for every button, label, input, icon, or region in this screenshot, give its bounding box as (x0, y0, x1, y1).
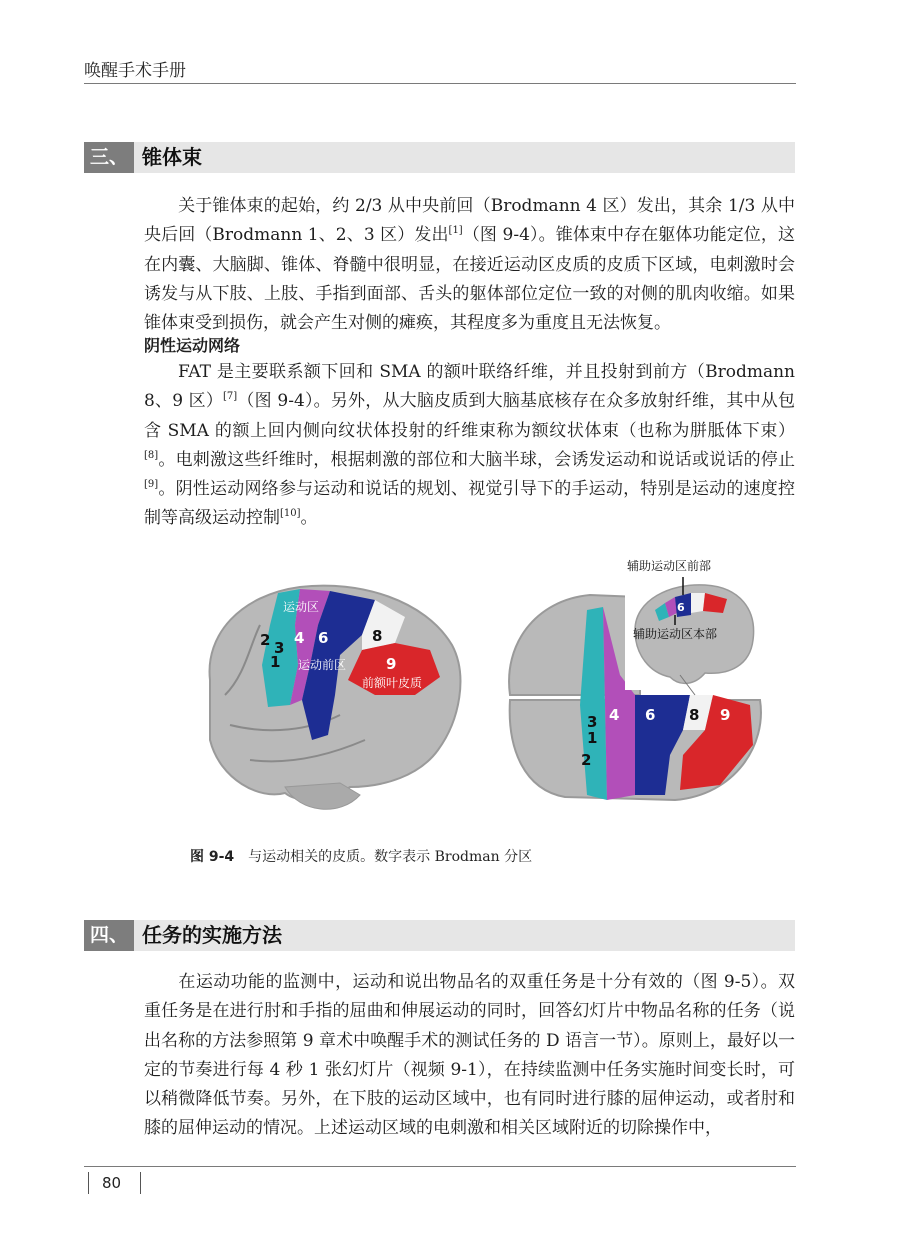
figure-caption (190, 846, 532, 866)
header-rule (84, 83, 796, 84)
area-number-8: 8 (372, 627, 383, 645)
paragraph-text: 。 (300, 508, 318, 529)
paragraph-task-method (144, 968, 795, 1144)
section-heading-4 (84, 920, 795, 951)
citation: [8] (144, 449, 159, 461)
label-premotor-area: 运动前区 (298, 658, 347, 672)
paragraph-pyramidal-tract (144, 192, 795, 338)
area-number-1-top: 1 (587, 729, 598, 747)
paragraph-text: （图 9-4）。另外，从大脑皮质到大脑基底核存在众多放射纤维，其中从包含 SMA 的额上回内侧向纹状体投射的纤维束称为额纹状体束（也称为胼胝体下束） (144, 391, 795, 441)
section-title: 锥体束 (142, 145, 202, 169)
footer-divider (140, 1172, 141, 1194)
brain-lateral-view (190, 555, 475, 830)
footer-divider (88, 1172, 89, 1194)
area-number-4-top: 4 (609, 706, 620, 724)
area-number-1: 1 (270, 653, 281, 671)
paragraph-text: 。阴性运动网络参与运动和说话的规划、视觉引导下的手运动，特别是运动的速度控制等高级运动控制 (144, 479, 795, 529)
paragraph-text: FAT 是主要联系额下回和 SMA 的额叶联络纤维，并且投射到前方（Brodmann 8、9 区） (144, 362, 795, 412)
paragraph-text: 在运动功能的监测中，运动和说出物品名的双重任务是十分有效的（图 9-5）。双重任务是在进行肘和手指的屈曲和伸展运动的同时，回答幻灯片中物品名称的任务（说出名称的方法参照第 9 章术中唤醒手术的测试任务的 D 语言一节）。原则上，最好以一定的节奏进行每 4 秒 1 张幻灯片（视频 9-1），在持续监测中任务实施时间变长时，可以稍微降低节奏。另外，在下肢的运动区域中，也有同时进行膝的屈伸运动，或者肘和膝的屈伸运动的情况。上述运动区域的电刺激和相关区域附近的切除操作中， (144, 972, 795, 1139)
label-sma-proper: 辅助运动区本部 (633, 627, 718, 641)
subheading: 阴性运动网络 (144, 336, 241, 355)
page-number: 80 (102, 1174, 122, 1192)
area-number-3-top: 3 (587, 713, 598, 731)
citation: [7] (223, 391, 238, 403)
area-number-6: 6 (318, 629, 329, 647)
figure-9-4 (190, 555, 770, 830)
caption-text: 与运动相关的皮质。数字表示 Brodman 分区 (248, 849, 533, 865)
footer-rule (84, 1166, 796, 1167)
running-header: 唤醒手术手册 (84, 61, 186, 81)
paragraph-text: 关于锥体束的起始，约 2/3 从中央前回（Brodmann 4 区）发出，其余 1/3 从中央后回（Brodmann 1、2、3 区）发出 (144, 196, 795, 246)
citation: [9] (144, 479, 159, 491)
area-number-4: 4 (294, 629, 305, 647)
inset-area-number-6: 6 (677, 601, 685, 614)
paragraph-negative-motor-network (144, 358, 795, 534)
area-number-3: 3 (274, 639, 285, 657)
area-number-9-top: 9 (720, 706, 731, 724)
area-number-6-top: 6 (645, 706, 656, 724)
paragraph-text: （图 9-4）。锥体束中存在躯体功能定位，这在内囊、大脑脚、锥体、脊髓中很明显，在接近运动区皮质的皮质下区域，电刺激时会诱发与从下肢、上肢、手指到面部、舌头的躯体部位定位一致的对侧的肌肉收缩。如果锥体束受到损伤，就会产生对侧的瘫痪，其程度多为重度且无法恢复。 (144, 225, 795, 334)
citation: [1] (448, 225, 463, 237)
section-number: 三、 (84, 142, 134, 173)
label-motor-area: 运动区 (283, 600, 320, 614)
section-title: 任务的实施方法 (142, 923, 282, 947)
label-pre-sma: 辅助运动区前部 (627, 559, 712, 573)
inset-area-8 (691, 593, 705, 613)
area-number-2: 2 (260, 631, 271, 649)
figure-label: 图 9-4 (190, 849, 235, 865)
paragraph-text: 。电刺激这些纤维时，根据刺激的部位和大脑半球，会诱发运动和说话或说话的停止 (158, 449, 795, 470)
area-number-9: 9 (386, 655, 397, 673)
section-number: 四、 (84, 920, 134, 951)
label-prefrontal-cortex: 前额叶皮质 (362, 676, 423, 690)
area-number-8-top: 8 (689, 706, 700, 724)
section-heading-3 (84, 142, 795, 173)
area-number-2-top: 2 (581, 751, 592, 769)
citation: [10] (280, 508, 301, 520)
brain-superior-view (495, 555, 770, 830)
